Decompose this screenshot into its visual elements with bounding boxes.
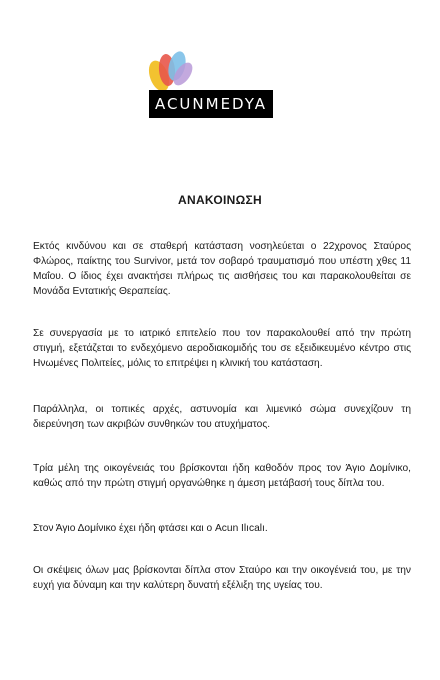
- paragraph-3: Παράλληλα, οι τοπικές αρχές, αστυνομία και λιμενικό σώμα συνεχίζουν τη διερεύνηση των ακριβών συνθηκών του ατυχήματος.: [33, 404, 411, 430]
- logo-wordmark-box: [149, 90, 273, 118]
- logo-wordmark: ACUNMEDYA: [154, 95, 268, 113]
- paragraph-5: Στον Άγιο Δομίνικο έχει ήδη φτάσει και ο Acun Ilıcalı.: [33, 523, 268, 534]
- paragraph-4: Τρία μέλη της οικογένειάς του βρίσκονται ήδη καθοδόν προς τον Άγιο Δομίνικο, καθώς από την πρώτη στιγμή οργανώθηκε η άμεση μετάβασή τους δίπλα του.: [33, 463, 411, 489]
- paragraph-1: Εκτός κινδύνου και σε σταθερή κατάσταση νοσηλεύεται ο 22χρονος Σταύρος Φλώρος, παίκτης του Survivor, μετά τον σοβαρό τραυματισμό που υπέστη χθες 11 Μαΐου. Ο ίδιος έχει ανακτήσει πλήρως τις αισθήσεις του και παρακολουθείται σε Μονάδα Εντατικής Θεραπείας.: [33, 241, 411, 297]
- logo-petals-icon: [145, 48, 197, 96]
- announcement-title: ΑΝΑΚΟΙΝΩΣΗ: [178, 193, 262, 207]
- paragraph-6: Οι σκέψεις όλων μας βρίσκονται δίπλα στον Σταύρο και την οικογένειά του, με την ευχή για δύναμη και την καλύτερη δυνατή εξέλιξη της υγείας του.: [33, 565, 411, 591]
- acunmedya-logo: [145, 48, 280, 123]
- paragraph-2: Σε συνεργασία με το ιατρικό επιτελείο που τον παρακολουθεί από την πρώτη στιγμή, εξετάζεται το ενδεχόμενο αεροδιακομιδής του σε εξειδικευμένο κέντρο στις Ηνωμένες Πολιτείες, μόλις το επιτρέψει η κλινική του κατάσταση.: [33, 328, 411, 369]
